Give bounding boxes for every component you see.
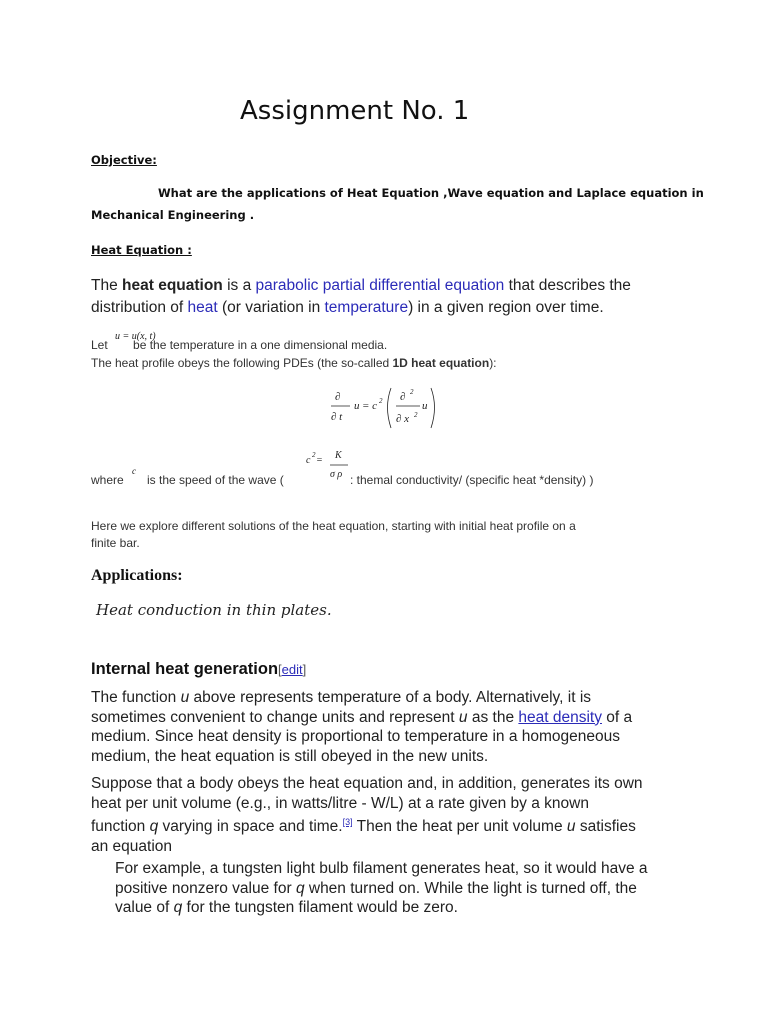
para-line: heat per unit volume (e.g., in watts/litre - W/L) at a rate given by a known [91, 794, 589, 812]
profile-text: ): [489, 356, 497, 370]
let-rest: be the temperature in a one dimensional media. [129, 338, 388, 352]
eq-partial-top2: ∂ [400, 391, 406, 403]
para-text: value of [115, 899, 174, 916]
intro-text: is a [222, 277, 256, 294]
application-item: Heat conduction in thin plates. [96, 601, 332, 619]
para-text: function [91, 818, 150, 836]
var-u: u [566, 818, 576, 836]
para-text: The function [91, 689, 181, 706]
frac-numerator: K [335, 450, 342, 461]
profile-bold: 1D heat equation [392, 356, 490, 370]
intro-text: (or variation in [217, 299, 325, 316]
para-text: varying in space and time. [158, 818, 343, 836]
objective-question-line2: Mechanical Engineering . [91, 208, 255, 222]
u-definition-formula: u = u(x, t) [115, 331, 156, 342]
eq-equals-c: = c [362, 400, 378, 412]
var-q: q [149, 818, 159, 836]
para-text: when turned on. While the light is turned off, the [304, 879, 637, 897]
intro-bold-term: heat equation [122, 277, 223, 294]
para-line: For example, a tungsten light bulb filament generates heat, so it would have a [115, 860, 648, 877]
eq-c-power: 2 [379, 397, 383, 405]
intro-text: ) in a given region over time. [408, 299, 604, 316]
wave-speed-text: is the speed of the wave ( [147, 473, 284, 487]
edit-link[interactable]: edit [281, 662, 303, 677]
heat-density-link[interactable]: heat density [518, 708, 602, 726]
internal-heat-paragraph-2 [91, 774, 643, 856]
para-text: satisfies [575, 818, 636, 836]
intro-text: The [91, 277, 123, 294]
para-text: of a [601, 708, 633, 726]
intro-text: that describes the [504, 277, 631, 294]
parabolic-pde-link[interactable]: parabolic partial differential equation [255, 277, 505, 294]
thermal-conductivity-text: : themal conductivity/ (specific heat *density) ) [350, 473, 594, 487]
var-q: q [295, 879, 305, 897]
para-text: Then the heat per unit volume [352, 818, 567, 836]
frac-denominator: σ ρ [330, 469, 343, 480]
temperature-link[interactable]: temperature [324, 299, 409, 316]
eq-partial-top: ∂ [335, 391, 341, 403]
var-q: q [173, 899, 183, 916]
eq-top-power: 2 [410, 388, 414, 396]
para-line: medium. Since heat density is proportional to temperature in a homogeneous [91, 728, 621, 745]
para-line: an equation [91, 837, 173, 855]
para-line: Suppose that a body obeys the heat equation and, in addition, generates its own [91, 775, 643, 792]
var-u: u [180, 689, 190, 706]
eq-u-left: u [354, 400, 360, 412]
where-word: where [91, 473, 124, 487]
internal-heat-paragraph-1 [91, 688, 632, 766]
internal-heat-title: Internal heat generation [91, 660, 279, 678]
eq-dt: ∂ t [331, 411, 343, 423]
para-line: medium, the heat equation is still obeyed in the new units. [91, 747, 489, 765]
explore-line: finite bar. [91, 536, 140, 550]
edit-bracket-close: ] [302, 662, 307, 677]
edit-section [278, 662, 306, 677]
objective-question-line1: What are the applications of Heat Equation ,Wave equation and Laplace equation in [158, 186, 704, 200]
heat-equation-heading: Heat Equation : [91, 243, 192, 257]
heat-equation-intro [91, 275, 631, 319]
heat-equation-formula [328, 382, 448, 434]
objective-label: Objective: [91, 153, 157, 167]
heat-link[interactable]: heat [187, 299, 218, 316]
heat-profile-line [91, 356, 497, 370]
eq-dx: ∂ x [396, 413, 410, 425]
applications-heading: Applications: [91, 567, 183, 584]
tungsten-example-paragraph [115, 859, 648, 918]
c-symbol: c [132, 466, 136, 476]
eq-bottom-power: 2 [414, 411, 418, 419]
explore-paragraph [91, 518, 576, 552]
intro-text: distribution of [91, 299, 188, 316]
edit-bracket-open: [ [278, 662, 282, 677]
para-text: sometimes convenient to change units and represent [91, 708, 459, 726]
frac-eq: = [316, 455, 323, 466]
profile-text: The heat profile obeys the following PDEs (the so-called [91, 356, 393, 370]
para-text: positive nonzero value for [115, 879, 296, 897]
let-word: Let [91, 338, 108, 352]
frac-c-power: 2 [312, 451, 316, 459]
para-text: as the [467, 708, 519, 726]
citation-link[interactable]: [3] [342, 817, 353, 827]
para-text: for the tungsten filament would be zero. [182, 899, 458, 916]
eq-u-right: u [422, 400, 428, 412]
para-text: above represents temperature of a body. Alternatively, it is [189, 689, 592, 706]
explore-line: Here we explore different solutions of the heat equation, starting with initial heat profile on a [91, 519, 576, 533]
internal-heat-heading [91, 660, 306, 679]
frac-c: c [306, 455, 311, 466]
page-title: Assignment No. 1 [240, 96, 470, 126]
var-u: u [458, 708, 468, 726]
